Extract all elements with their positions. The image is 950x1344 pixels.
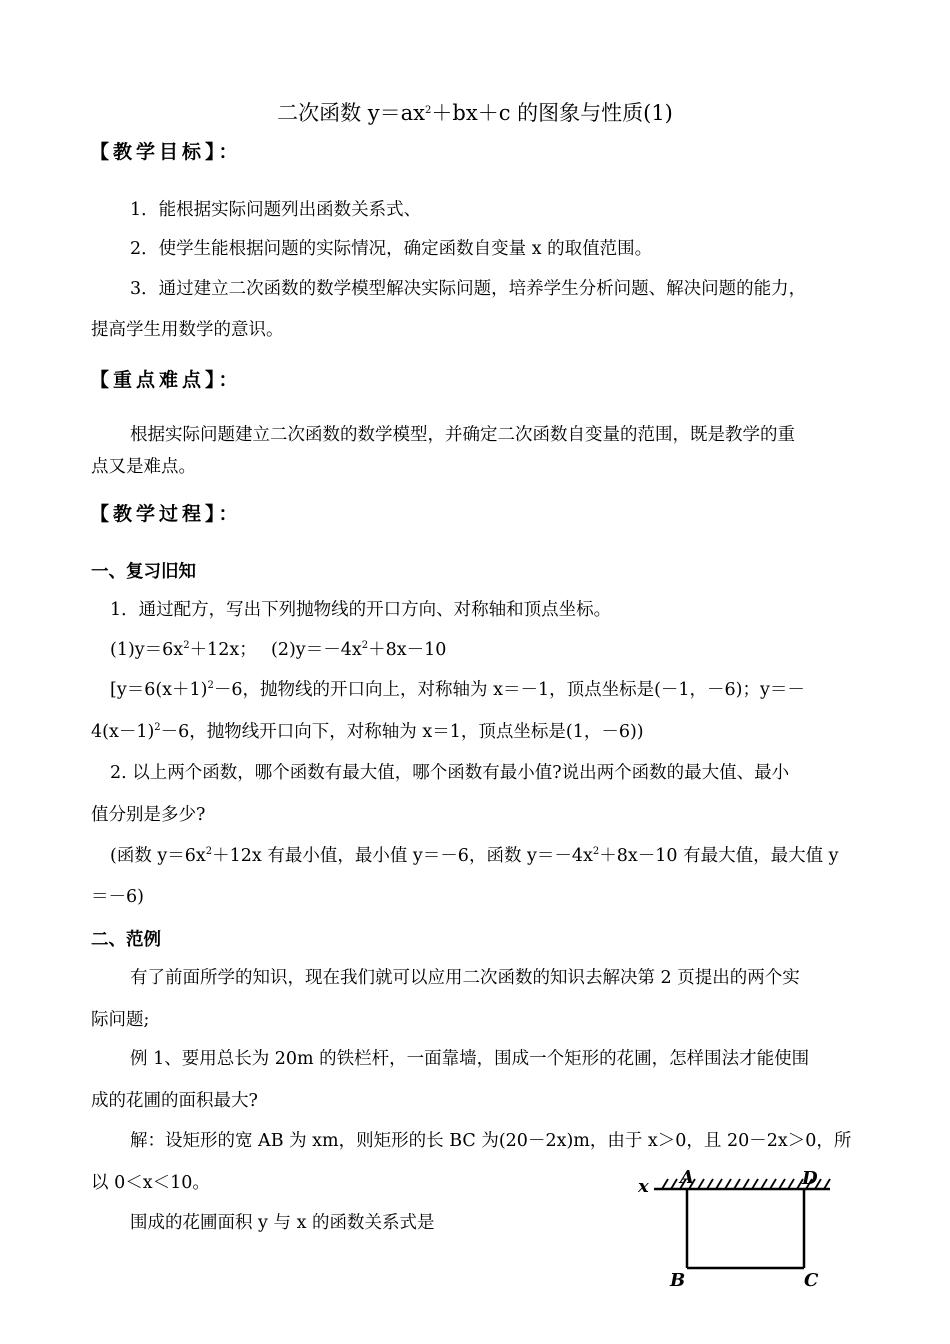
hatch-mark [770,1179,776,1189]
example-1-cont: 成的花圃的面积最大? [91,1091,258,1111]
review-q1: 1．通过配方，写出下列抛物线的开口方向、对称轴和顶点坐标。 [110,600,612,620]
objective-3: 3．通过建立二次函数的数学模型解决实际问题，培养学生分析问题、解决问题的能力， [130,279,807,299]
examples-intro: 有了前面所学的知识，现在我们就可以应用二次函数的知识去解决第 2 页提出的两个实 [130,968,800,988]
hatch-mark [698,1179,704,1189]
hatch-mark [734,1179,740,1189]
solution-text: 解：设矩形的宽 AB 为 xm，则矩形的长 BC 为(20－2x)m，由于 x＞0，且 20－2x＞0，所 [130,1131,852,1151]
hatch-mark [788,1179,794,1189]
heading-objectives: 【教学目标】： [90,141,242,163]
heading-key-points: 【重点难点】： [90,369,242,391]
example-1: 例 1、要用总长为 20m 的铁栏杆，一面靠墙，围成一个矩形的花圃，怎样围法才能使围 [130,1049,810,1069]
key-points-text: 根据实际问题建立二次函数的数学模型，并确定二次函数自变量的范围，既是教学的重 [130,425,795,445]
review-q2-answer-cont: ＝－6) [91,887,144,907]
review-q2-answer: (函数 $y=6x^2+12x$ 有最小值，最小值 y＝－6，函数 $y=-4x^2+8x-10$ 有最大值，最大值 y [110,846,839,866]
review-q2-cont: 值分别是多少? [91,805,206,825]
section-review: 一、复习旧知 [91,562,196,582]
page-title: 二次函数 $y=ax^2+bx+c$ 的图象与性质(1) [277,101,673,125]
objective-3-cont: 提高学生用数学的意识。 [91,320,284,340]
rectangle-garden-diagram [632,1164,842,1294]
hatch-mark [761,1179,767,1189]
hatch-mark [671,1179,677,1189]
hatch-mark [752,1179,758,1189]
review-q1-answer: [$y=6(x+1)^2-6$，抛物线的开口向上，对称轴为 x＝－1，顶点坐标是(－1，－6)；y＝－ [110,680,805,700]
key-points-text-cont: 点又是难点。 [91,457,196,477]
label-d: D [802,1168,818,1189]
hatch-mark [779,1179,785,1189]
objective-2: 2．使学生能根据问题的实际情况，确定函数自变量 x 的取值范围。 [130,239,653,259]
hatch-mark [716,1179,722,1189]
hatch-mark [824,1179,830,1189]
label-b: B [670,1270,686,1291]
objective-1: 1．能根据实际问题列出函数关系式、 [130,200,422,220]
section-examples: 二、范例 [91,930,161,950]
label-x: x [638,1176,649,1197]
hatch-mark [662,1179,668,1189]
label-a: A [680,1167,694,1188]
review-q1-formulas: $(1)y=6x^2+12x$； $(2)y=-4x^2+8x-10$ [110,640,447,660]
review-q2: 2. 以上两个函数，哪个函数有最大值，哪个函数有最小值?说出两个函数的最大值、最小 [110,763,790,783]
examples-intro-cont: 际问题; [91,1010,150,1030]
solution-function-intro: 围成的花圃面积 y 与 x 的函数关系式是 [130,1213,435,1233]
hatch-mark [743,1179,749,1189]
review-q1-answer-cont: $4(x-1)^2-6$，抛物线开口向下，对称轴为 x＝1，顶点坐标是(1，－6)) [91,722,644,742]
solution-text-cont: 以 0＜x＜10。 [91,1173,210,1193]
label-c: C [804,1270,819,1291]
hatch-mark [725,1179,731,1189]
hatch-mark [707,1179,713,1189]
heading-process: 【教学过程】： [90,503,242,525]
